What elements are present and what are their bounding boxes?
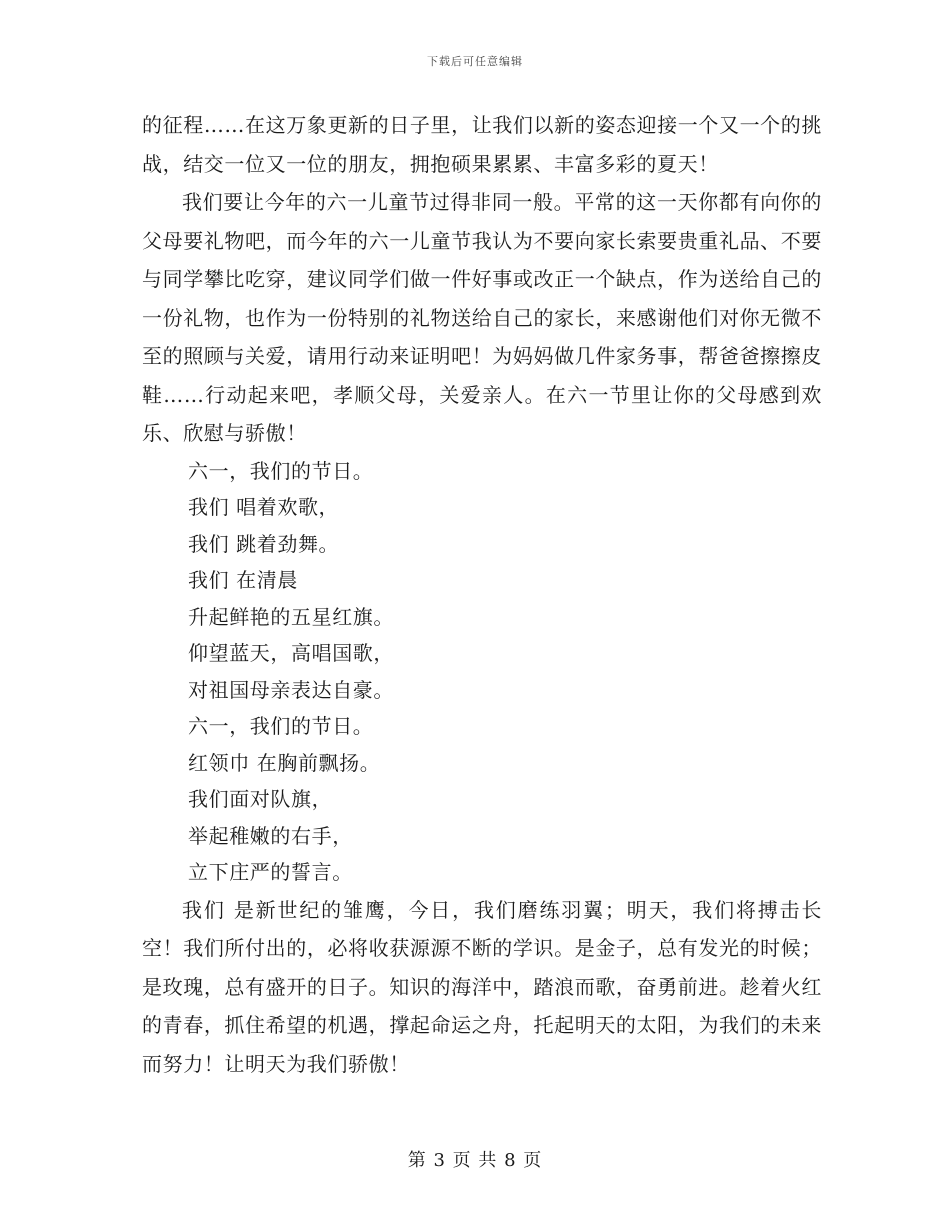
poem-line: 我们面对队旗， [188,787,333,811]
poem-line: 对祖国母亲表达自豪。 [188,677,394,702]
poem-block [142,453,822,891]
poem-line: 我们 跳着劲舞。 [188,531,340,556]
poem-line: 红领巾 在胸前飘扬。 [188,750,381,775]
document-body [142,106,822,1083]
poem-line: 六一，我们的节日。 [188,458,374,483]
paragraph-continued: 的征程……在这万象更新的日子里，让我们以新的姿态迎接一个又一个的挑战，结交一位又一位的朋友，拥抱硕果累累、丰富多彩的夏天！ [142,113,822,176]
paragraph-children-day: 我们要让今年的六一儿童节过得非同一般。平常的这一天你都有向你的父母要礼物吧，而今年的六一儿童节我认为不要向家长索要贵重礼品、不要与同学攀比吃穿，建议同学们做一件好事或改正一个缺点，作为送给自己的一份礼物，也作为一份特别的礼物送给自己的家长，来感谢他们对你无微不至的照顾与关爱，请用行动来证明吧！为妈妈做几件家务事，帮爸爸擦擦皮鞋……行动起来吧，孝顺父母，关爱亲人。在六一节里让你的父母感到欢乐、欣慰与骄傲！ [142,190,822,445]
poem-line: 我们 唱着欢歌， [188,495,340,519]
page-number-footer: 第 3 页 共 8 页 [407,1150,543,1171]
paragraph-young-eagles: 我们 是新世纪的雏鹰，今日，我们磨练羽翼；明天，我们将搏击长空！我们所付出的，必将收获源源不断的学识。是金子，总有发光的时候；是玫瑰，总有盛开的日子。知识的海洋中，踏浪而歌，奋勇前进。趁着火红的青春，抓住希望的机遇，撑起命运之舟，托起明天的太阳，为我们的未来而努力！让明天为我们骄傲！ [142,897,822,1076]
poem-line: 六一，我们的节日。 [188,714,374,738]
page-header: 下载后可任意编辑 [427,55,523,68]
poem-line: 升起鲜艳的五星红旗。 [188,604,394,629]
poem-line: 立下庄严的誓言。 [188,860,353,884]
poem-line: 仰望蓝天，高唱国歌， [188,641,394,665]
poem-line: 我们 在清晨 [188,568,298,592]
poem-line: 举起稚嫩的右手， [188,823,353,848]
